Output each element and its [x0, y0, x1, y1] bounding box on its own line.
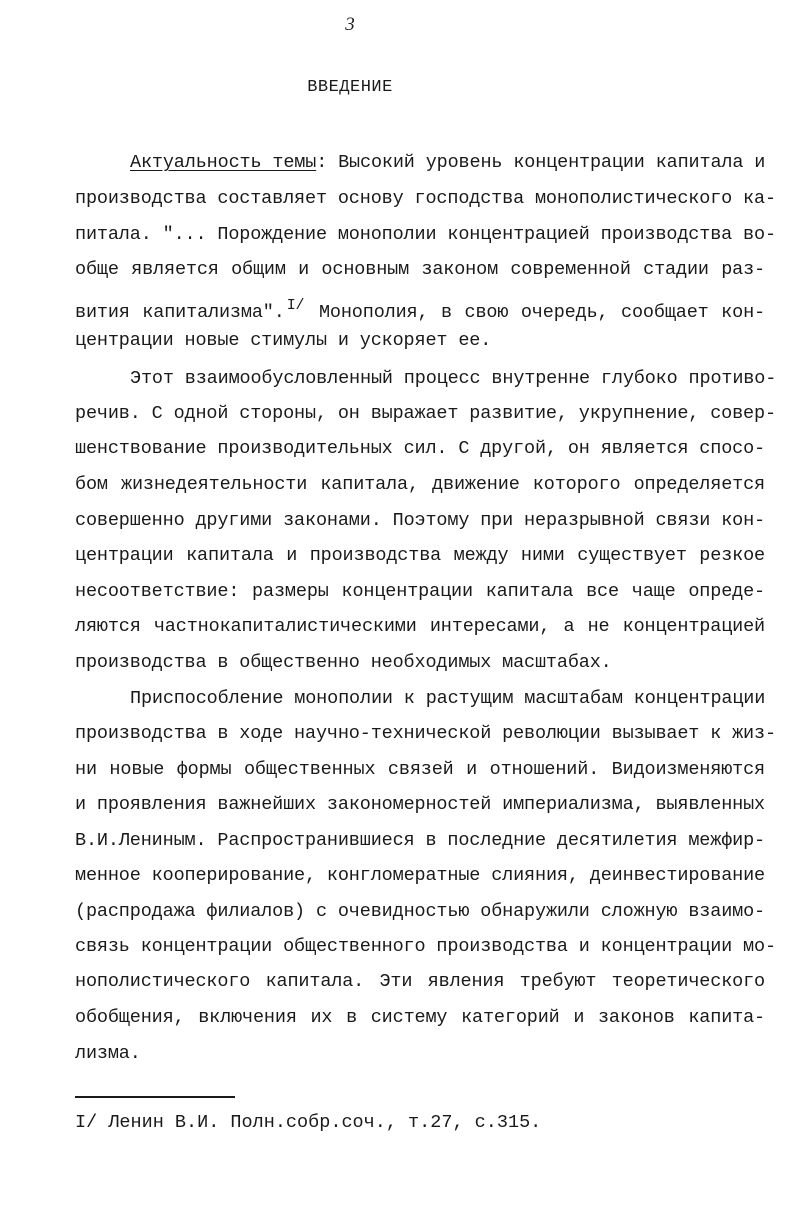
text-line: бом жизнедеятельности капитала, движение которого определяется — [75, 474, 765, 495]
topic-label: Актуальность темы — [130, 152, 317, 173]
section-title: ВВЕДЕНИЕ — [307, 78, 393, 97]
text-line: вития капитализма". $^{I/}$ Монополия, в свою очередь, сообщает кон- — [75, 297, 765, 323]
text-line: ни новые формы общественных связей и отношений. Видоизменяются — [75, 759, 765, 780]
text-line: речив. С одной стороны, он выражает развитие, укрупнение, совер- — [75, 403, 776, 424]
text-line: производства составляет основу господства монополистического ка- — [75, 188, 776, 209]
text-line: связь концентрации общественного производства и концентрации мо- — [75, 936, 776, 957]
text-line: Актуальность темы: Высокий уровень концентрации капитала и — [130, 152, 766, 173]
text-line: ляются частнокапиталистическими интересами, а не концентрацией — [75, 616, 765, 637]
text-line: Приспособление монополии к растущим масштабам концентрации — [130, 688, 766, 709]
text-line: менное кооперирование, конгломератные слияния, деинвестирование — [75, 865, 765, 886]
text-line: шенствование производительных сил. С другой, он является спосо- — [75, 438, 765, 459]
text-line: Этот взаимообусловленный процесс внутренне глубоко противо- — [130, 368, 777, 389]
text-line: производства в ходе научно-технической революции вызывает к жиз- — [75, 723, 776, 744]
text-line: лизма. — [75, 1043, 141, 1064]
footnote-reference: I/ — [286, 297, 305, 314]
text-line: В.И.Лениным. Распространившиеся в последние десятилетия межфир- — [75, 830, 765, 851]
page-number: 3 — [345, 14, 355, 35]
footnote: I/ Ленин В.И. Полн.собр.соч., т.27, с.315. — [75, 1112, 542, 1133]
text-line: питала. "... Порождение монополии концентрацией производства во- — [75, 224, 776, 245]
text-line: центрации капитала и производства между ними существует резкое — [75, 545, 765, 566]
text-line: нополистического капитала. Эти явления требуют теоретического — [75, 971, 765, 992]
text-line: обще является общим и основным законом современной стадии раз- — [75, 259, 765, 280]
text-line: совершенно другими законами. Поэтому при неразрывной связи кон- — [75, 510, 765, 531]
text-line: обобщения, включения их в систему категорий и законов капита- — [75, 1007, 765, 1028]
text-line: несоответствие: размеры концентрации капитала все чаще опреде- — [75, 581, 765, 602]
text-line: и проявления важнейших закономерностей империализма, выявленных — [75, 794, 765, 815]
text-line: производства в общественно необходимых масштабах. — [75, 652, 612, 673]
text-line: центрации новые стимулы и ускоряет ее. — [75, 330, 492, 351]
text-line: (распродажа филиалов) с очевидностью обнаружили сложную взаимо- — [75, 901, 765, 922]
footnote-separator — [75, 1096, 235, 1098]
